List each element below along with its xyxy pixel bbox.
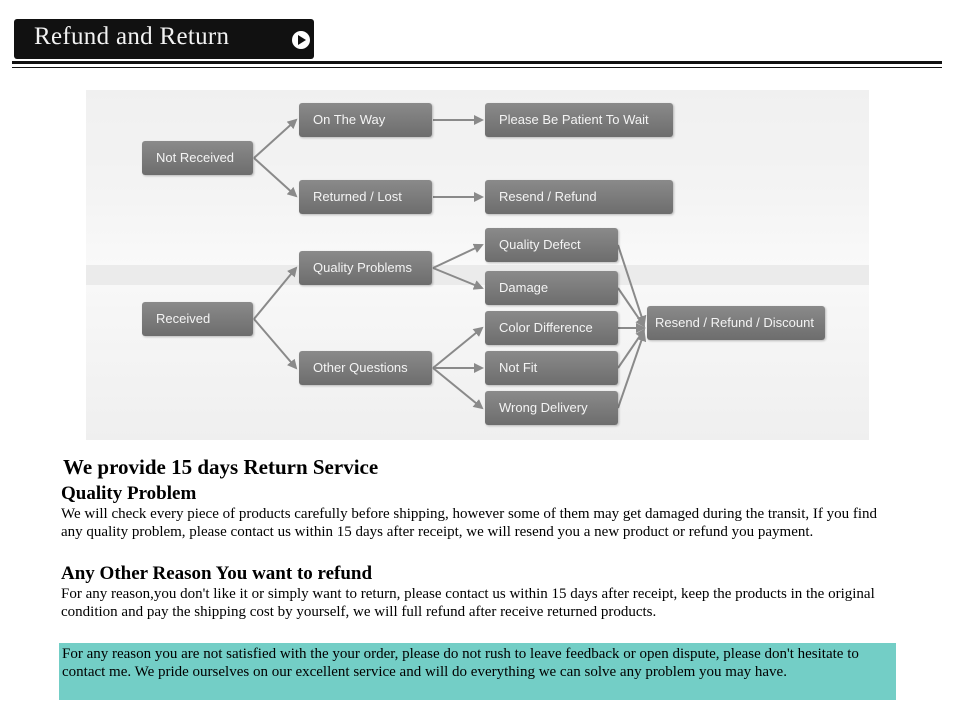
node-color-difference: Color Difference [485, 311, 618, 345]
other-reason-section [61, 563, 900, 621]
node-quality-defect: Quality Defect [485, 228, 618, 262]
notice-text: For any reason you are not satisfied with the your order, please do not rush to leave feedback or open dispute, please don't hesitate to contact me. We pride ourselves on our excellent service and will do everything we can solve any problem you may have. [62, 646, 859, 680]
node-other-questions: Other Questions [299, 351, 432, 385]
main-heading: We provide 15 days Return Service [63, 455, 379, 479]
other-reason-heading: Any Other Reason You want to refund [61, 563, 373, 584]
divider-thin [12, 67, 942, 68]
node-not-received: Not Received [142, 141, 253, 175]
node-resend-refund: Resend / Refund [485, 180, 673, 214]
node-returned-lost: Returned / Lost [299, 180, 432, 214]
node-not-fit: Not Fit [485, 351, 618, 385]
quality-heading: Quality Problem [61, 483, 197, 504]
section-header [14, 19, 314, 59]
quality-text: We will check every piece of products carefully before shipping, however some of them may get damaged during the transit, If you find any quality problem, please contact us within 15 days after receipt, we will resend you a new product or refund you payment. [61, 506, 878, 540]
section-title: Refund and Return [34, 23, 230, 50]
refund-flowchart [86, 90, 869, 440]
node-wrong-delivery: Wrong Delivery [485, 391, 618, 425]
play-icon [292, 31, 310, 49]
node-resend-refund-discount: Resend / Refund / Discount [647, 306, 825, 340]
other-reason-text: For any reason,you don't like it or simply want to return, please contact us within 15 days after receipt, keep the products in the original condition and pay the shipping cost by yourself, we will full refund after receive returned products. [61, 586, 875, 620]
node-damage: Damage [485, 271, 618, 305]
node-please-wait: Please Be Patient To Wait [485, 103, 673, 137]
node-on-the-way: On The Way [299, 103, 432, 137]
divider [12, 61, 942, 64]
quality-section [61, 483, 900, 541]
node-received: Received [142, 302, 253, 336]
notice-box [59, 643, 896, 700]
node-quality-problems: Quality Problems [299, 251, 432, 285]
